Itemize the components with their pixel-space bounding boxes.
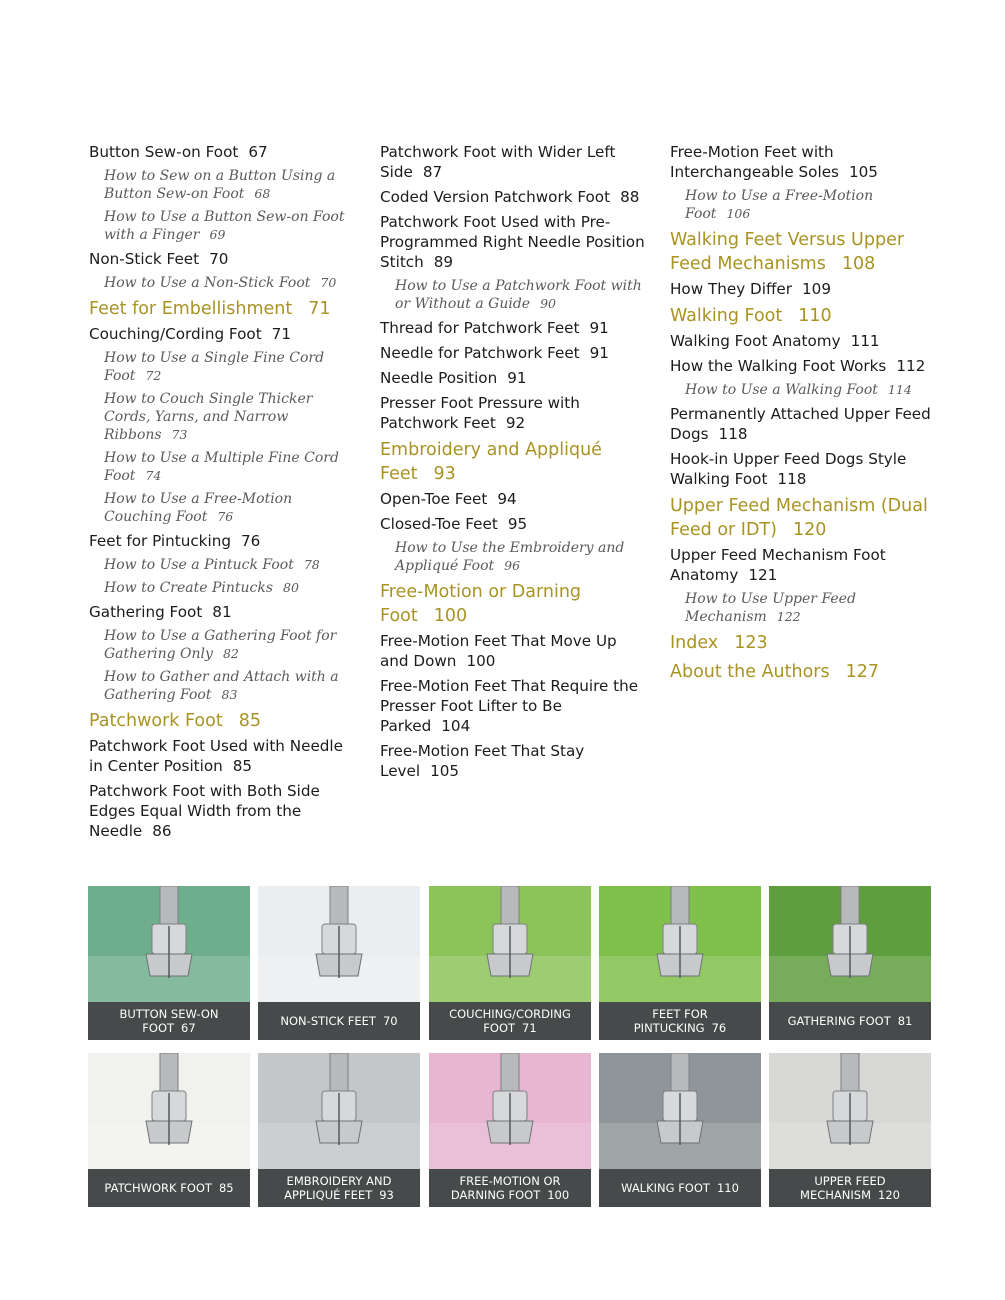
gallery-caption-page: 67 (181, 1021, 196, 1035)
toc-page-number: 82 (222, 646, 239, 661)
gallery-caption-page: 110 (716, 1181, 739, 1195)
toc-subentry (670, 187, 940, 223)
toc-subentry (89, 579, 359, 597)
toc-title: Presser Foot Pressure with Patchwork Feet (380, 394, 580, 432)
toc-column-2 (380, 142, 650, 786)
toc-entry (670, 404, 940, 444)
toc-page-number: 118 (718, 425, 748, 443)
toc-title: Walking Foot (670, 306, 783, 326)
toc-title: Gathering Foot (89, 603, 203, 621)
gallery-caption-page: 70 (382, 1014, 398, 1028)
toc-page-number: 87 (422, 163, 443, 181)
toc-title: How to Use a Walking Foot (685, 382, 878, 398)
toc-entry (380, 514, 650, 534)
toc-page-number: 121 (748, 566, 778, 584)
gallery-caption-page: 93 (379, 1188, 394, 1202)
toc-title: Patchwork Foot Used with Needle in Center Position (89, 737, 343, 775)
gallery-caption (769, 1169, 931, 1207)
toc-title: How to Use a Free-Motion Couching Foot (104, 491, 293, 525)
gallery-caption (258, 1002, 420, 1040)
gallery-caption-label: FEET FOR PINTUCKING (633, 1007, 708, 1035)
toc-section-heading (380, 438, 650, 486)
toc-page-number: 83 (221, 687, 238, 702)
toc-page-number: 71 (271, 325, 291, 343)
toc-title: Needle for Patchwork Feet (380, 344, 580, 362)
toc-section-heading (670, 228, 940, 276)
toc-title: Feet for Pintucking (89, 532, 231, 550)
gallery-caption (429, 1002, 591, 1040)
toc-subentry (89, 274, 359, 292)
toc-page-number: 89 (433, 253, 454, 271)
gallery-caption (88, 1002, 250, 1040)
gallery-caption (429, 1169, 591, 1207)
toc-page-number: 105 (848, 163, 878, 181)
toc-entry (380, 318, 650, 338)
toc-subentry (89, 627, 359, 663)
toc-page-number: 105 (430, 762, 460, 780)
toc-entry (380, 489, 650, 509)
gallery-caption-page: 81 (897, 1014, 913, 1028)
toc-page-number: 71 (308, 299, 331, 319)
toc-page-number: 93 (433, 464, 456, 484)
toc-title: How They Differ (670, 280, 792, 298)
toc-subentry (89, 449, 359, 485)
button-sew-on-foot-photo (88, 886, 250, 1002)
gallery-caption-label: EMBROIDERY AND APPLIQUÉ FEET (284, 1174, 392, 1202)
gallery-caption-label: WALKING FOOT (621, 1181, 710, 1195)
pintucking-foot-photo (599, 886, 761, 1002)
toc-title: Index (670, 633, 719, 653)
toc-title: How to Use a Gathering Foot for Gathering Only (104, 628, 337, 662)
gallery-tile (769, 1053, 931, 1207)
gallery-caption-page: 85 (218, 1181, 234, 1195)
toc-title: Hook-in Upper Feed Dogs Style Walking Foot (670, 450, 907, 488)
toc-page-number: 86 (152, 822, 172, 840)
toc-title: How to Use a Pintuck Foot (104, 557, 294, 573)
toc-subentry (380, 277, 650, 313)
toc-title: Free-Motion Feet That Stay Level (380, 742, 585, 780)
toc-title: How to Use a Free-Motion Foot (685, 188, 874, 222)
toc-entry (89, 142, 359, 162)
gallery-caption (769, 1002, 931, 1040)
toc-title: How to Use a Button Sew-on Foot with a Finger (104, 209, 345, 243)
gallery-caption-label: GATHERING FOOT (787, 1014, 891, 1028)
toc-section-heading (670, 631, 940, 655)
toc-title: Button Sew-on Foot (89, 143, 239, 161)
toc-subentry (89, 556, 359, 574)
toc-subentry (89, 349, 359, 385)
toc-title: Non-Stick Feet (89, 250, 200, 268)
toc-subentry (89, 167, 359, 203)
toc-title: How to Use a Multiple Fine Cord Foot (104, 450, 339, 484)
toc-entry (89, 531, 359, 551)
toc-page-number: 96 (504, 558, 521, 573)
gallery-caption-label: UPPER FEED MECHANISM (800, 1174, 886, 1202)
toc-subentry (89, 668, 359, 704)
gallery-caption-label: PATCHWORK FOOT (104, 1181, 212, 1195)
toc-page-number: 122 (776, 609, 801, 624)
toc-page-number: 95 (507, 515, 528, 533)
embroidery-applique-foot-photo (258, 1053, 420, 1169)
toc-title: Patchwork Foot Used with Pre-Programmed Right Needle Position Stitch (380, 213, 645, 271)
gallery-tile (88, 1053, 250, 1207)
gallery-caption-page: 76 (711, 1021, 727, 1035)
toc-page-number: 111 (850, 332, 880, 350)
toc-title: Couching/Cording Foot (89, 325, 262, 343)
toc-entry (380, 676, 650, 736)
toc-page-number: 70 (320, 275, 337, 290)
toc-page-number: 120 (792, 520, 827, 540)
toc-entry (380, 142, 650, 182)
toc-entry (670, 331, 940, 351)
toc-title: How to Use a Patchwork Foot with or Without a Guide (395, 278, 642, 312)
toc-title: How the Walking Foot Works (670, 357, 887, 375)
toc-title: Coded Version Patchwork Foot (380, 188, 611, 206)
gallery-caption-label: NON-STICK FEET (280, 1014, 376, 1028)
toc-subentry (89, 490, 359, 526)
toc-title: About the Authors (670, 662, 830, 682)
toc-title: Needle Position (380, 369, 498, 387)
toc-page-number: 94 (497, 490, 517, 508)
toc-entry (89, 602, 359, 622)
gallery-caption-page: 120 (878, 1188, 900, 1202)
gallery-caption (599, 1002, 761, 1040)
toc-subentry (89, 208, 359, 244)
non-stick-feet-photo (258, 886, 420, 1002)
toc-entry (89, 736, 359, 776)
toc-entry (380, 393, 650, 433)
toc-section-heading (670, 304, 940, 328)
toc-page-number: 91 (589, 319, 609, 337)
toc-entry (380, 368, 650, 388)
gallery-caption-page: 100 (547, 1188, 570, 1202)
gallery-caption (88, 1169, 250, 1207)
toc-page-number: 127 (845, 662, 880, 682)
toc-title: How to Create Pintucks (104, 580, 274, 596)
gallery-tile (429, 1053, 591, 1207)
toc-page-number: 106 (726, 206, 751, 221)
toc-page-number: 76 (240, 532, 261, 550)
toc-page-number: 104 (441, 717, 471, 735)
toc-page-number: 92 (505, 414, 526, 432)
toc-column-3 (670, 142, 940, 687)
gallery-tile (258, 1053, 420, 1207)
gallery-tile (429, 886, 591, 1040)
toc-subentry (670, 381, 940, 399)
toc-page-number: 108 (841, 254, 876, 274)
toc-page-number: 72 (145, 368, 162, 383)
toc-title: Open-Toe Feet (380, 490, 488, 508)
toc-title: How to Gather and Attach with a Gathering Foot (104, 669, 339, 703)
walking-foot-photo (599, 1053, 761, 1169)
toc-entry (380, 343, 650, 363)
toc-page-number: 118 (777, 470, 807, 488)
toc-title: Free-Motion or Darning Foot (380, 582, 582, 626)
toc-title: Free-Motion Feet That Move Up and Down (380, 632, 617, 670)
toc-section-heading (670, 494, 940, 542)
gallery-tile (599, 1053, 761, 1207)
gallery-tile (769, 886, 931, 1040)
toc-title: How to Sew on a Button Using a Button Sew-on Foot (104, 168, 336, 202)
toc-entry (670, 356, 940, 376)
toc-page-number: 90 (540, 296, 556, 311)
toc-section-heading (89, 709, 359, 733)
toc-title: Upper Feed Mechanism Foot Anatomy (670, 546, 886, 584)
toc-page-number: 91 (589, 344, 609, 362)
toc-entry (380, 631, 650, 671)
toc-title: Feet for Embellishment (89, 299, 293, 319)
toc-page-number: 73 (171, 427, 188, 442)
toc-page-number: 109 (802, 280, 831, 298)
photo-gallery (88, 886, 932, 1208)
gallery-caption-label: BUTTON SEW-ON FOOT (119, 1007, 219, 1035)
toc-title: How to Use a Single Fine Cord Foot (104, 350, 325, 384)
gallery-tile (599, 886, 761, 1040)
toc-page-number: 110 (798, 306, 832, 326)
toc-title: How to Use a Non-Stick Foot (104, 275, 311, 291)
toc-entry (670, 142, 940, 182)
toc-title: How to Couch Single Thicker Cords, Yarns, and Narrow Ribbons (104, 391, 313, 443)
toc-title: Embroidery and Appliqué Feet (380, 440, 602, 484)
couching-cording-foot-photo (429, 886, 591, 1002)
toc-page-number: 70 (209, 250, 229, 268)
toc-title: Patchwork Foot with Wider Left Side (380, 143, 616, 181)
toc-entry (380, 187, 650, 207)
gallery-tile (258, 886, 420, 1040)
toc-page-number: 114 (887, 382, 912, 397)
gallery-caption (258, 1169, 420, 1207)
toc-page-number: 78 (303, 557, 320, 572)
toc-page-number: 123 (734, 633, 768, 653)
toc-entry (380, 212, 650, 272)
gallery-caption-label: COUCHING/CORDING FOOT (449, 1007, 571, 1035)
toc-title: Free-Motion Feet That Require the Presser Foot Lifter to Be Parked (380, 677, 639, 735)
toc-entry (670, 449, 940, 489)
free-motion-darning-foot-photo (429, 1053, 591, 1169)
patchwork-foot-photo (88, 1053, 250, 1169)
toc-page-number: 88 (620, 188, 640, 206)
gallery-tile (88, 886, 250, 1040)
toc-title: Thread for Patchwork Feet (380, 319, 580, 337)
toc-subentry (89, 390, 359, 444)
toc-title: Patchwork Foot with Both Side Edges Equal Width from the Needle (89, 782, 320, 840)
toc-page-number: 85 (232, 757, 253, 775)
toc-section-heading (89, 297, 359, 321)
toc-column-1 (89, 142, 359, 846)
toc-page-number: 68 (254, 186, 271, 201)
toc-page-number: 67 (248, 143, 268, 161)
toc-entry (89, 249, 359, 269)
toc-page-number: 112 (896, 357, 926, 375)
toc-title: Permanently Attached Upper Feed Dogs (670, 405, 931, 443)
toc-page-number: 100 (433, 606, 468, 626)
toc-entry (670, 545, 940, 585)
toc-title: Walking Foot Anatomy (670, 332, 841, 350)
gallery-caption (599, 1169, 761, 1207)
toc-subentry (380, 539, 650, 575)
gathering-foot-photo (769, 886, 931, 1002)
toc-entry (380, 741, 650, 781)
toc-title: How to Use Upper Feed Mechanism (685, 591, 856, 625)
toc-title: How to Use the Embroidery and Appliqué Foot (395, 540, 625, 574)
toc-page-number: 85 (238, 711, 261, 731)
upper-feed-mechanism-photo (769, 1053, 931, 1169)
toc-section-heading (380, 580, 650, 628)
toc-title: Patchwork Foot (89, 711, 223, 731)
toc-page-number: 81 (212, 603, 232, 621)
toc-title: Free-Motion Feet with Interchangeable Soles (670, 143, 839, 181)
toc-title: Upper Feed Mechanism (Dual Feed or IDT) (670, 496, 928, 540)
toc-page-number: 69 (209, 227, 226, 242)
toc-entry (89, 324, 359, 344)
toc-entry (670, 279, 940, 299)
toc-page-number: 80 (283, 580, 299, 595)
toc-page-number: 91 (507, 369, 527, 387)
gallery-caption-label: FREE-MOTION OR DARNING FOOT (450, 1174, 561, 1202)
toc-page-number: 100 (466, 652, 496, 670)
toc-entry (89, 781, 359, 841)
gallery-caption-page: 71 (522, 1021, 537, 1035)
toc-page-number: 76 (217, 509, 234, 524)
toc-page-number: 74 (145, 468, 162, 483)
toc-subentry (670, 590, 940, 626)
toc-title: Closed-Toe Feet (380, 515, 498, 533)
toc-section-heading (670, 660, 940, 684)
toc-title: Walking Feet Versus Upper Feed Mechanisms (670, 230, 905, 274)
